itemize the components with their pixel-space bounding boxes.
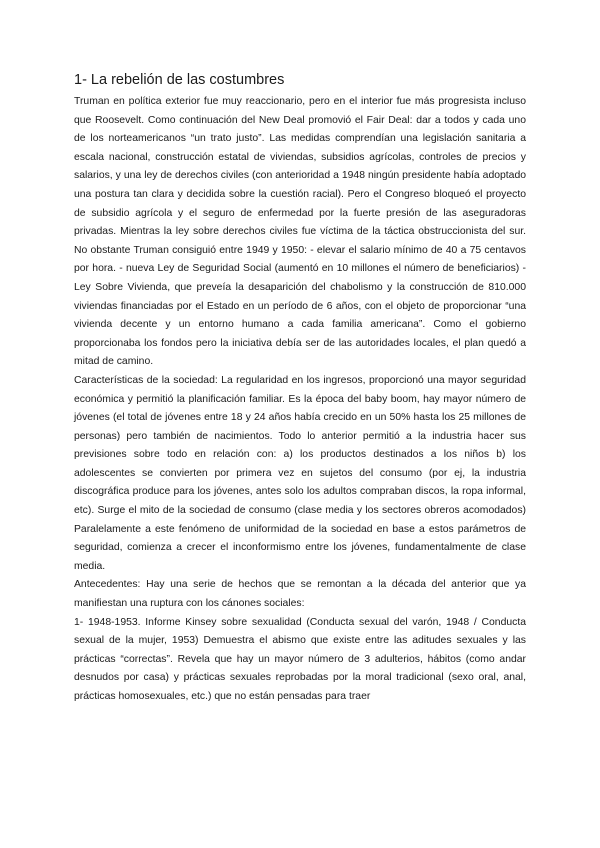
paragraph-fair-deal: Truman en política exterior fue muy reaccionario, pero en el interior fue más progresista incluso que Roosevelt. Como continuación del New Deal promovió el Fair Deal: dar a todos y cada uno de los norteamericanos “un trato justo”. Las medidas comprendían una legislación sanitaria a escala nacional, construcción estatal de viviendas, subsidios agrícolas, controles de precios y salarios, y una ley de derechos civiles (con anterioridad a 1948 ningún presidente había adoptado una postura tan clara y decidida sobre la cuestión racial). Pero el Congreso bloqueó el proyecto de subsidio agrícola y el seguro de enfermedad por la fuerte presión de las aseguradoras privadas. Mientras la ley sobre derechos civiles fue víctima de la táctica obstruccionista del sur. No obstante Truman consiguió entre 1949 y 1950: - elevar el salario mínimo de 40 a 75 centavos por hora. - nueva Ley de Seguridad Social (aumentó en 10 millones el número de beneficiarios) - Ley Sobre Vivienda, que preveía la desaparición del chabolismo y la construcción de 810.000 viviendas financiadas por el Estado en un período de 6 años, con el objeto de proporcionar “una vivienda decente y un entorno humano a cada familia americana”. Como el gobierno proporcionaba los fondos pero la iniciativa debía ser de las autoridades locales, el plan quedó a mitad de camino. <box>74 96 526 368</box>
paragraph-kinsey-report: 1- 1948-1953. Informe Kinsey sobre sexualidad (Conducta sexual del varón, 1948 / Conducta sexual de la mujer, 1953) Demuestra el abismo que existe entre las aditudes sexuales y las prácticas “correctas”. Revela que hay un mayor número de 3 adulterios, hábitos (como andar desnudos por casa) y prácticas sexuales reprobadas por la moral tradicional (sexo oral, anal, prácticas homosexuales, etc.) que no están pensadas para traer <box>74 616 526 702</box>
document-body <box>74 71 526 707</box>
section-heading: 1- La rebelión de las costumbres <box>74 72 285 88</box>
paragraph-society-characteristics: Características de la sociedad: La regularidad en los ingresos, proporcionó una mayor seguridad económica y permitió la planificación familiar. Es la época del baby boom, hay mayor número de jóvenes (el total de jóvenes entre 18 y 24 años había crecido en un 50% hasta los 25 millones de personas) pero también de nacimientos. Todo lo anterior permitió a la industria hacer sus previsiones sobre todo en relación con: a) los productos destinados a los niños b) los adolescentes se convierten por primera vez en sujetos del consumo (por ej, la industria discográfica produce para los jóvenes, antes solo los adultos compraban discos, la ropa informal, etc). Surge el mito de la sociedad de consumo (clase media y los sectores obreros acomodados) Paralelamente a este fenómeno de uniformidad de la sociedad en base a estos parámetros de seguridad, comienza a crecer el inconformismo entre los jóvenes, fundamentalmente de clase media. <box>74 374 526 572</box>
paragraph-antecedents: Antecedentes: Hay una serie de hechos que se remontan a la década del anterior que ya manifiestan una ruptura con los cánones sociales: <box>74 579 526 610</box>
